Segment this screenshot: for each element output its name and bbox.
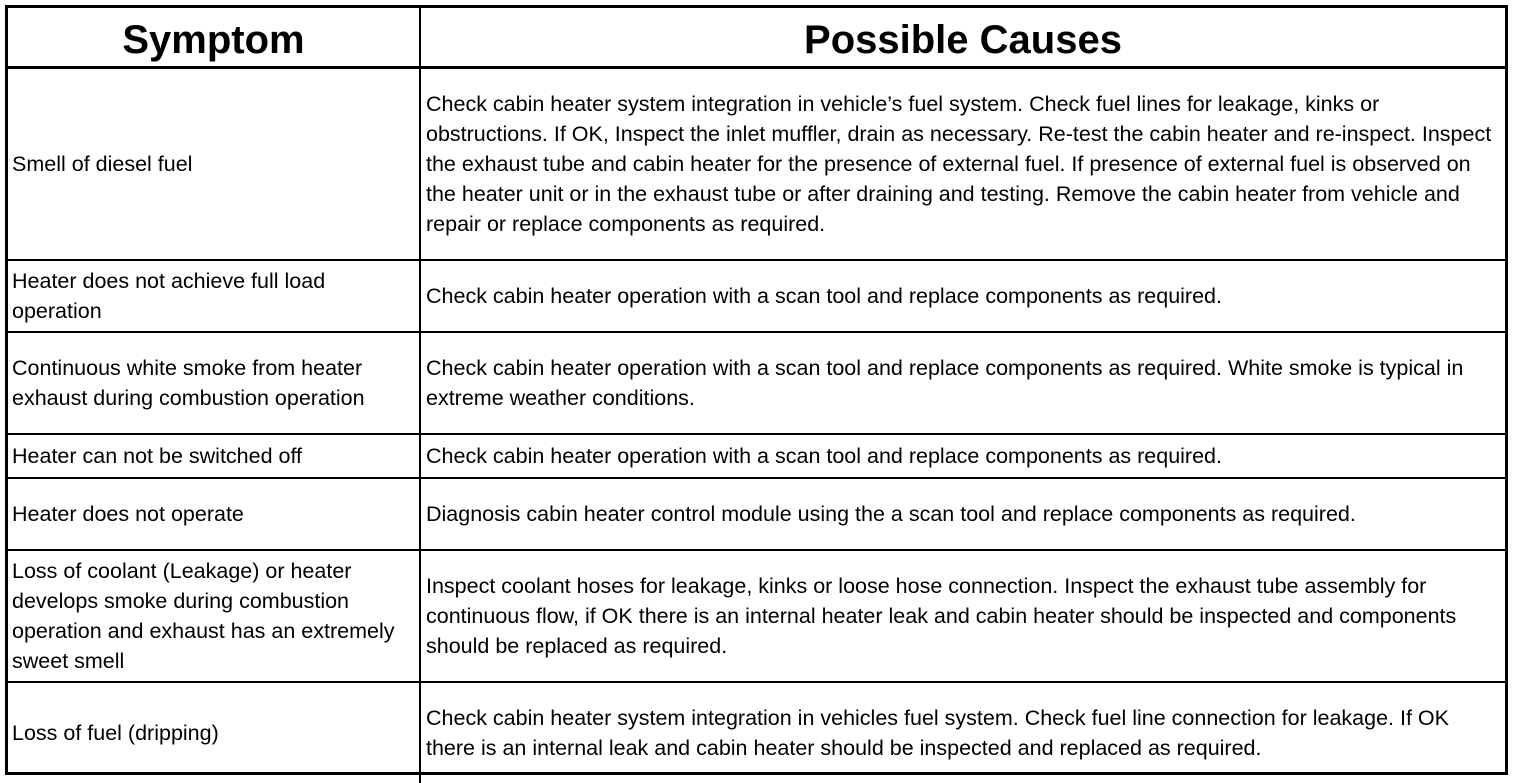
causes-cell: Check cabin heater system integration in vehicle’s fuel system. Check fuel lines for leakage, kinks or obstructions. If OK, Inspect the inlet muffler, drain as necessary. Re-test the cabin heater and re-inspect. Inspect the exhaust tube and cabin heater for the presence of external fuel. If presence of external fuel is observed on the heater unit or in the exhaust tube or after draining and testing. Remove the cabin heater from vehicle and repair or replace components as required. — [420, 68, 1505, 261]
causes-cell: Check cabin heater operation with a scan tool and replace components as required. White smoke is typical in extreme weather conditions. — [420, 332, 1505, 434]
table-row — [8, 332, 1505, 434]
causes-cell: Inspect coolant hoses for leakage, kinks or loose hose connection. Inspect the exhaust tube assembly for continuous flow, if OK there is an internal heater leak and cabin heater should be inspected and components should be replaced as required. — [420, 550, 1505, 682]
symptom-cell: Smell of diesel fuel — [8, 68, 420, 261]
table-header-row — [8, 8, 1505, 68]
causes-cell: Check cabin heater operation with a scan tool and replace components as required. — [420, 260, 1505, 332]
symptom-cell: Loss of coolant (Leakage) or heater develops smoke during combustion operation and exhaust has an extremely sweet smell — [8, 550, 420, 682]
symptom-cell: Continuous white smoke from heater exhaust during combustion operation — [8, 332, 420, 434]
table-row — [8, 434, 1505, 478]
causes-cell: Check cabin heater operation with a scan tool and replace components as required. — [420, 434, 1505, 478]
diagnosis-table-frame — [5, 5, 1508, 775]
table-row — [8, 260, 1505, 332]
table-row — [8, 550, 1505, 682]
table-row — [8, 68, 1505, 261]
header-possible-causes: Possible Causes — [420, 8, 1505, 68]
diagnosis-table — [8, 8, 1505, 783]
symptom-cell: Loss of fuel (dripping) — [8, 682, 420, 783]
symptom-cell: Heater does not operate — [8, 478, 420, 550]
header-symptom: Symptom — [8, 8, 420, 68]
table-row — [8, 478, 1505, 550]
table-row — [8, 682, 1505, 783]
symptom-cell: Heater does not achieve full load operation — [8, 260, 420, 332]
causes-cell: Diagnosis cabin heater control module using the a scan tool and replace components as required. — [420, 478, 1505, 550]
causes-cell: Check cabin heater system integration in vehicles fuel system. Check fuel line connection for leakage. If OK there is an internal leak and cabin heater should be inspected and replaced as required. — [420, 682, 1505, 783]
symptom-cell: Heater can not be switched off — [8, 434, 420, 478]
